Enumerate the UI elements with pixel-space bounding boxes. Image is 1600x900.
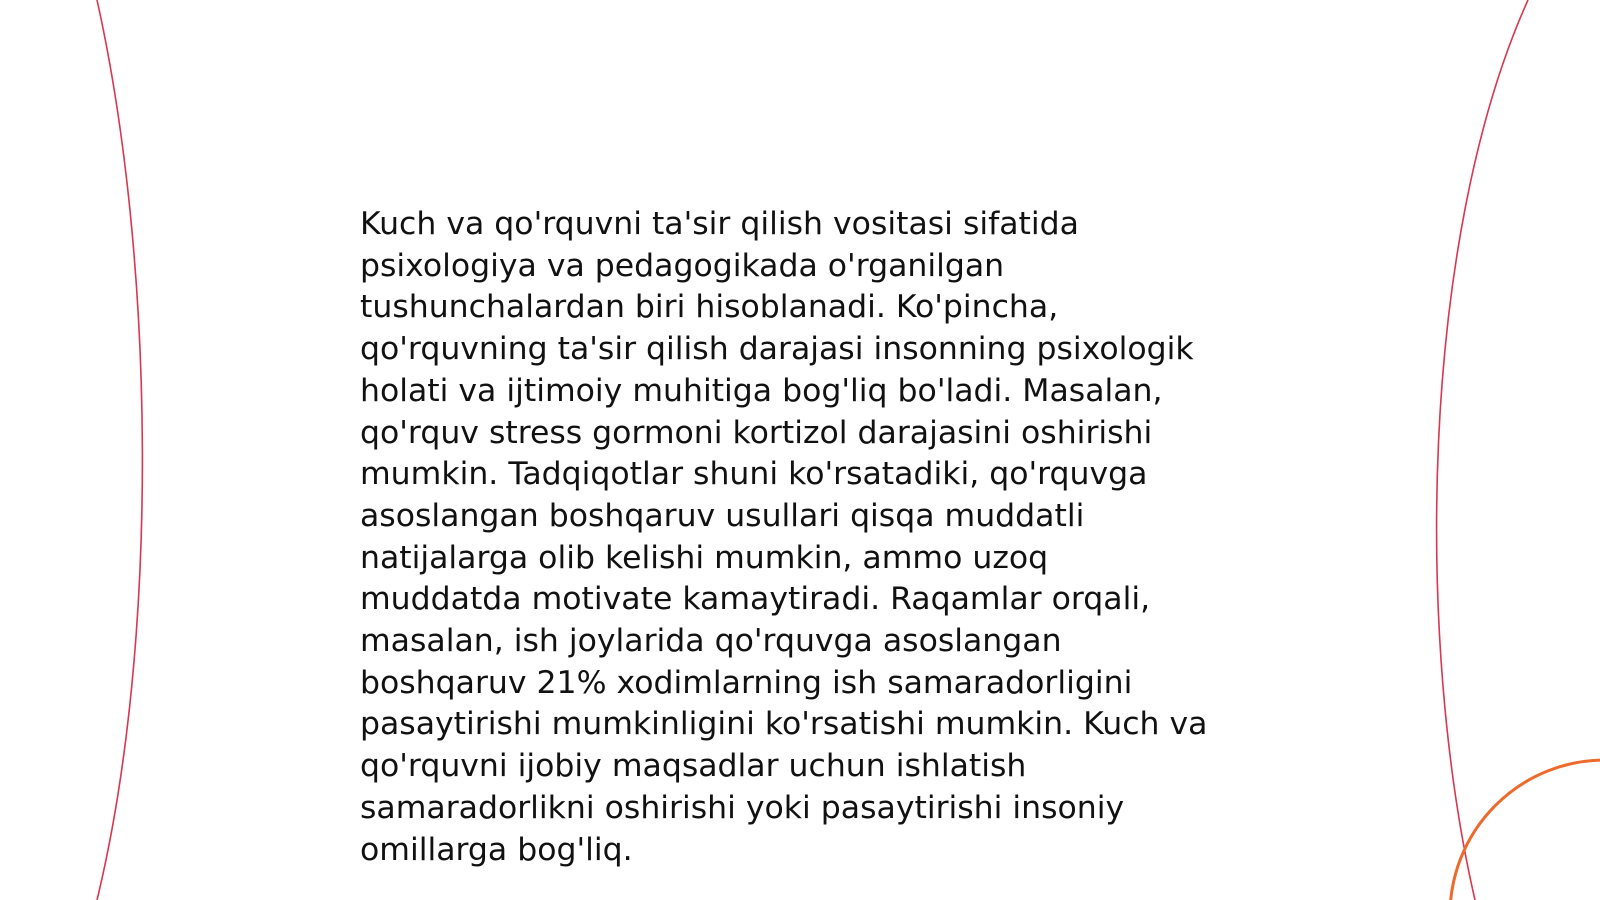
body-line: Kuch va qo'rquvni ta'sir qilish vositasi sifatida [360,206,1079,242]
body-line: masalan, ish joylarida qo'rquvga asoslangan [360,623,1062,660]
body-line: muddatda motivate kamaytiradi. Raqamlar orqali, [360,581,1151,618]
body-line: psixologiya va pedagogikada o'rganilgan [360,247,1005,284]
body-line: qo'rquvning ta'sir qilish darajasi insonning psixologik [360,331,1194,368]
body-line: asoslangan boshqaruv usullari qisqa muddatli [360,497,1085,534]
body-line: qo'rquv stress gormoni kortizol darajasini oshirishi [360,414,1153,451]
body-line: pasaytirishi mumkinligini ko'rsatishi mumkin. Kuch va [360,706,1208,743]
right-curve [1437,0,1528,900]
body-paragraph [360,204,1240,871]
body-line: boshqaruv 21% xodimlarning ish samaradorligini [360,664,1133,701]
body-line: qo'rquvni ijobiy maqsadlar uchun ishlatish [360,748,1027,785]
left-curve [97,0,142,900]
body-line: omillarga bog'liq. [360,831,633,868]
body-line: holati va ijtimoiy muhitiga bog'liq bo'ladi. Masalan, [360,372,1163,409]
orange-circle [1450,760,1600,900]
body-line: tushunchalardan biri hisoblanadi. Ko'pincha, [360,289,1059,326]
body-line: mumkin. Tadqiqotlar shuni ko'rsatadiki, qo'rquvga [360,456,1148,493]
body-line: samaradorlikni oshirishi yoki pasaytirishi insoniy [360,789,1125,826]
body-line: natijalarga olib kelishi mumkin, ammo uzoq [360,539,1049,576]
